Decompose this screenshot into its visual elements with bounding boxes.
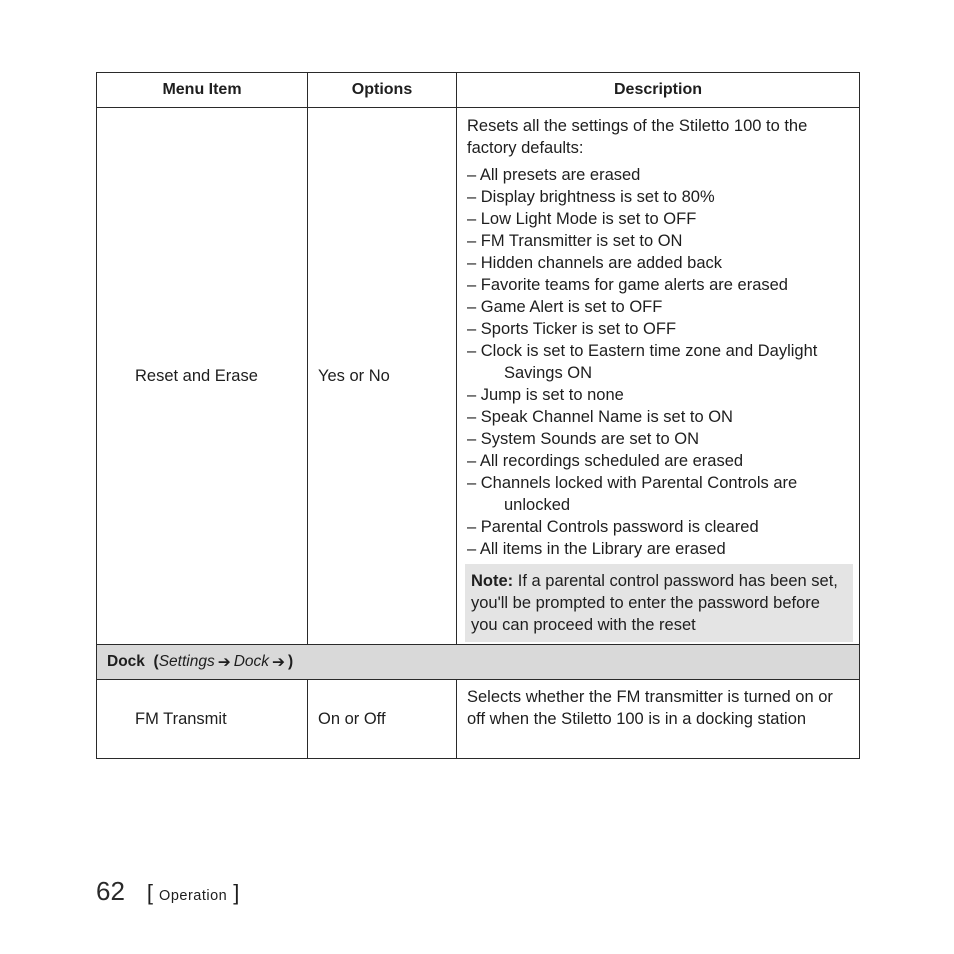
table-row-reset <box>97 108 859 645</box>
header-menu-item: Menu Item <box>97 73 308 107</box>
footer-section-label: Operation <box>159 888 228 904</box>
list-item: – FM Transmitter is set to ON <box>467 232 683 250</box>
note-label: Note: <box>471 572 514 590</box>
note-box <box>465 564 853 642</box>
table-row-fm-transmit <box>97 680 859 758</box>
list-item: – Clock is set to Eastern time zone and Daylight Savings ON <box>467 342 818 382</box>
header-options: Options <box>308 73 457 107</box>
header-description: Description <box>613 81 702 98</box>
section-path-open: ( <box>153 653 159 670</box>
note-text: If a parental control password has been set, you'll be prompted to enter the password before you can proceed with the reset <box>471 572 838 634</box>
fm-options: On or Off <box>308 680 457 758</box>
list-item: – All recordings scheduled are erased <box>467 452 744 470</box>
section-row-dock <box>97 645 859 680</box>
reset-menu-item: Reset and Erase <box>97 108 308 644</box>
list-item: – Favorite teams for game alerts are erased <box>467 276 788 294</box>
list-item: – Channels locked with Parental Controls are unlocked <box>467 474 798 514</box>
footer-open-bracket: [ <box>146 880 154 905</box>
list-item: – Speak Channel Name is set to ON <box>467 408 733 426</box>
list-item: – Display brightness is set to 80% <box>467 188 715 206</box>
list-item: – Game Alert is set to OFF <box>467 298 663 316</box>
list-item: – Low Light Mode is set to OFF <box>467 210 697 228</box>
reset-options: Yes or No <box>308 108 457 644</box>
section-title: Dock <box>107 653 145 670</box>
table-header-row <box>97 73 859 108</box>
page-number: 62 <box>96 876 125 906</box>
reset-description <box>457 108 859 644</box>
arrow-right-icon: ➔ <box>272 653 286 671</box>
list-item: – System Sounds are set to ON <box>467 430 700 448</box>
reset-intro: Resets all the settings of the Stiletto 100 to the factory defaults: <box>467 117 808 157</box>
page-footer <box>96 876 239 907</box>
list-item: – Jump is set to none <box>467 386 624 404</box>
list-item: – All items in the Library are erased <box>467 540 726 558</box>
section-path-dock: Dock <box>233 653 270 670</box>
section-path-settings: Settings <box>158 653 215 670</box>
arrow-right-icon: ➔ <box>217 653 231 671</box>
reset-bullet-list <box>467 164 853 560</box>
fm-description: Selects whether the FM transmitter is turned on or off when the Stiletto 100 is in a docking station <box>467 688 833 728</box>
fm-menu-item: FM Transmit <box>97 680 308 758</box>
section-path-close: ) <box>288 653 294 670</box>
list-item: – Hidden channels are added back <box>467 254 723 272</box>
list-item: – Parental Controls password is cleared <box>467 518 759 536</box>
list-item: – Sports Ticker is set to OFF <box>467 320 677 338</box>
settings-table <box>96 72 860 759</box>
list-item: – All presets are erased <box>467 166 641 184</box>
footer-close-bracket: ] <box>233 880 240 905</box>
